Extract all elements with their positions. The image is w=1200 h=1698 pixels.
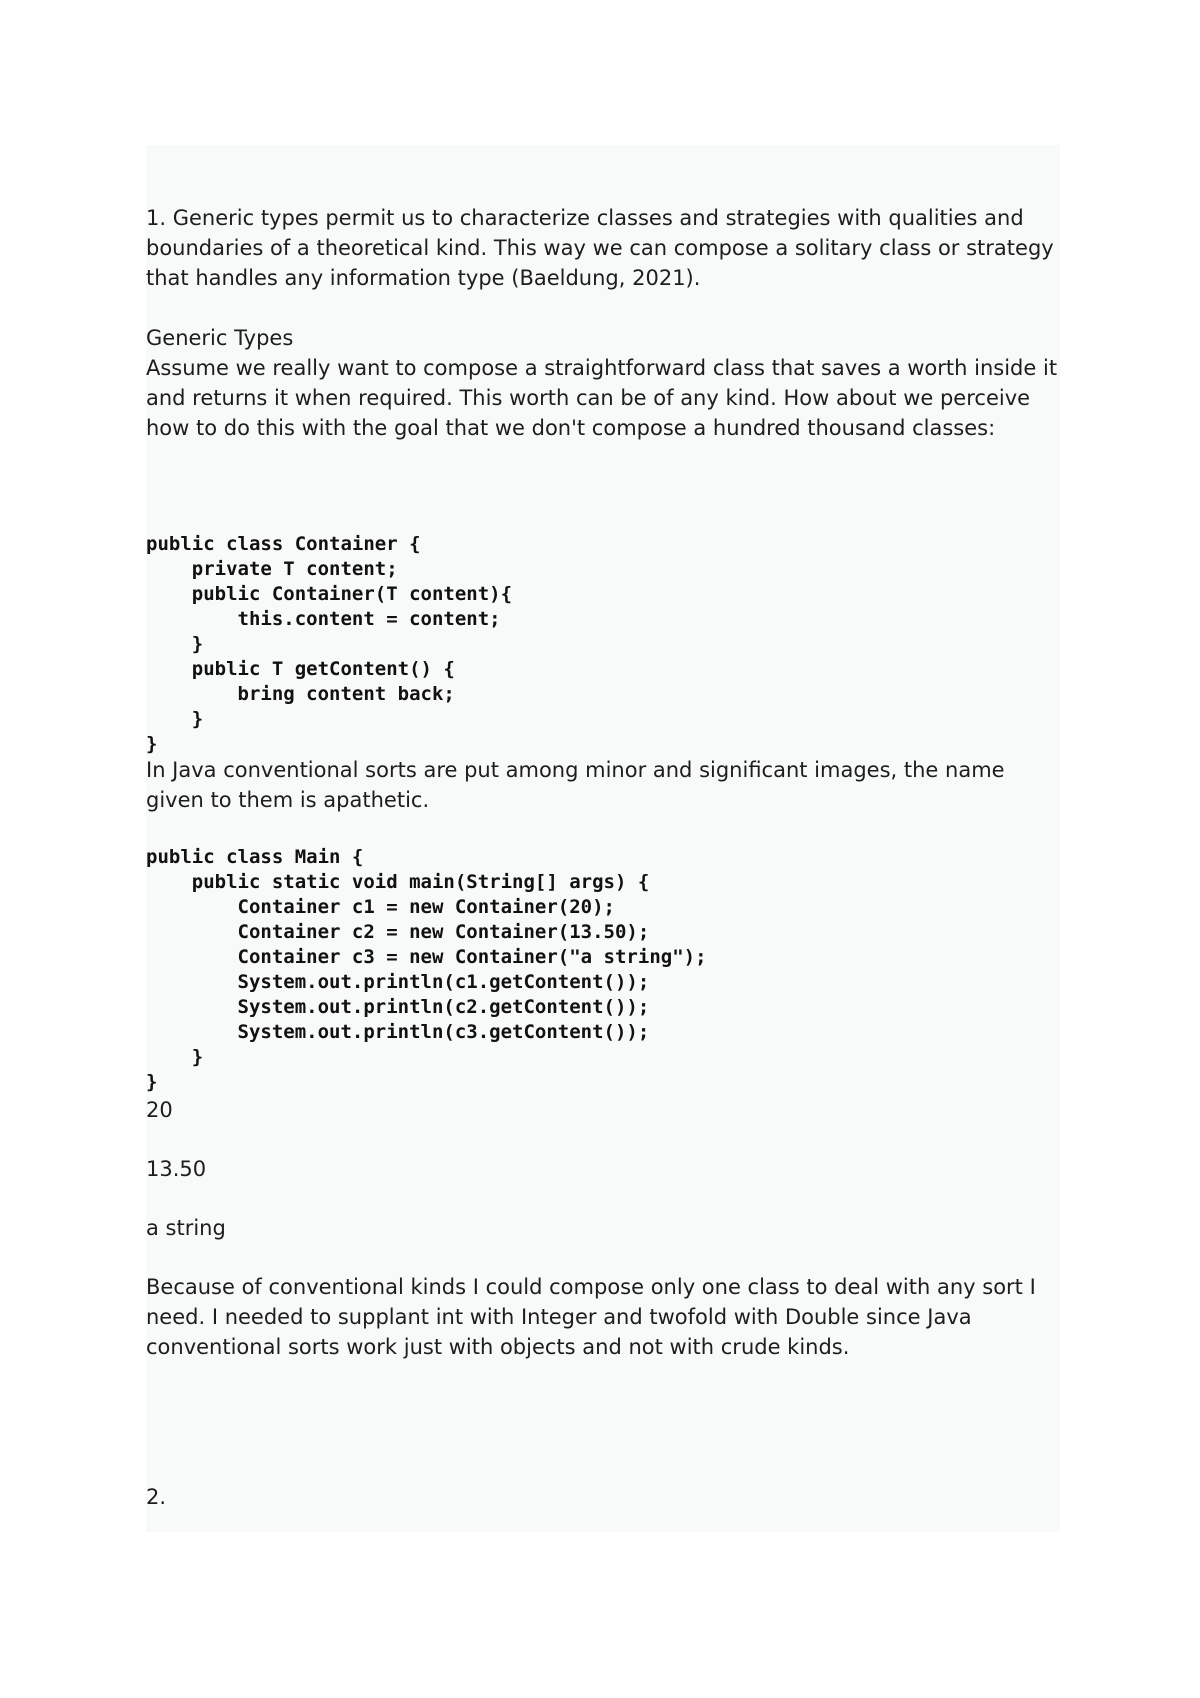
paragraph-conventional-sorts: In Java conventional sorts are put among minor and significant images, the name given to them is apathetic. [146, 758, 1005, 812]
output-line-3: a string [146, 1216, 226, 1240]
heading-generic-types: Generic Types [146, 326, 294, 350]
output-line-1: 20 [146, 1098, 173, 1122]
output-line-2: 13.50 [146, 1157, 207, 1181]
paragraph-item-2: 2. [146, 1485, 167, 1509]
code-block-main: public class Main { public static void main(String[] args) { Container c1 = new Container(20); Container c2 = new Container(13.50); Container c3 = new Container("a string"); System.out.println(c1.getContent()); System.out.println(c2.getContent()); System.out.println(c3.getContent()); } } [146, 846, 707, 1093]
paragraph-conclusion: Because of conventional kinds I could compose only one class to deal with any sort I need. I needed to supplant int with Integer and twofold with Double since Java conventional sorts work just with objects and not with crude kinds. [146, 1275, 1036, 1359]
code-block-container: public class Container { private T content; public Container(T content){ this.content = content; } public T getContent() { bring content back; } } [146, 533, 513, 755]
paragraph-assume: Assume we really want to compose a straightforward class that saves a worth inside it and returns it when required. This worth can be of any kind. How about we perceive how to do this with the goal that we don't compose a hundred thousand classes: [146, 356, 1058, 440]
paragraph-intro: 1. Generic types permit us to characterize classes and strategies with qualities and boundaries of a theoretical kind. This way we can compose a solitary class or strategy that handles any information type (Baeldung, 2021). [146, 206, 1054, 290]
